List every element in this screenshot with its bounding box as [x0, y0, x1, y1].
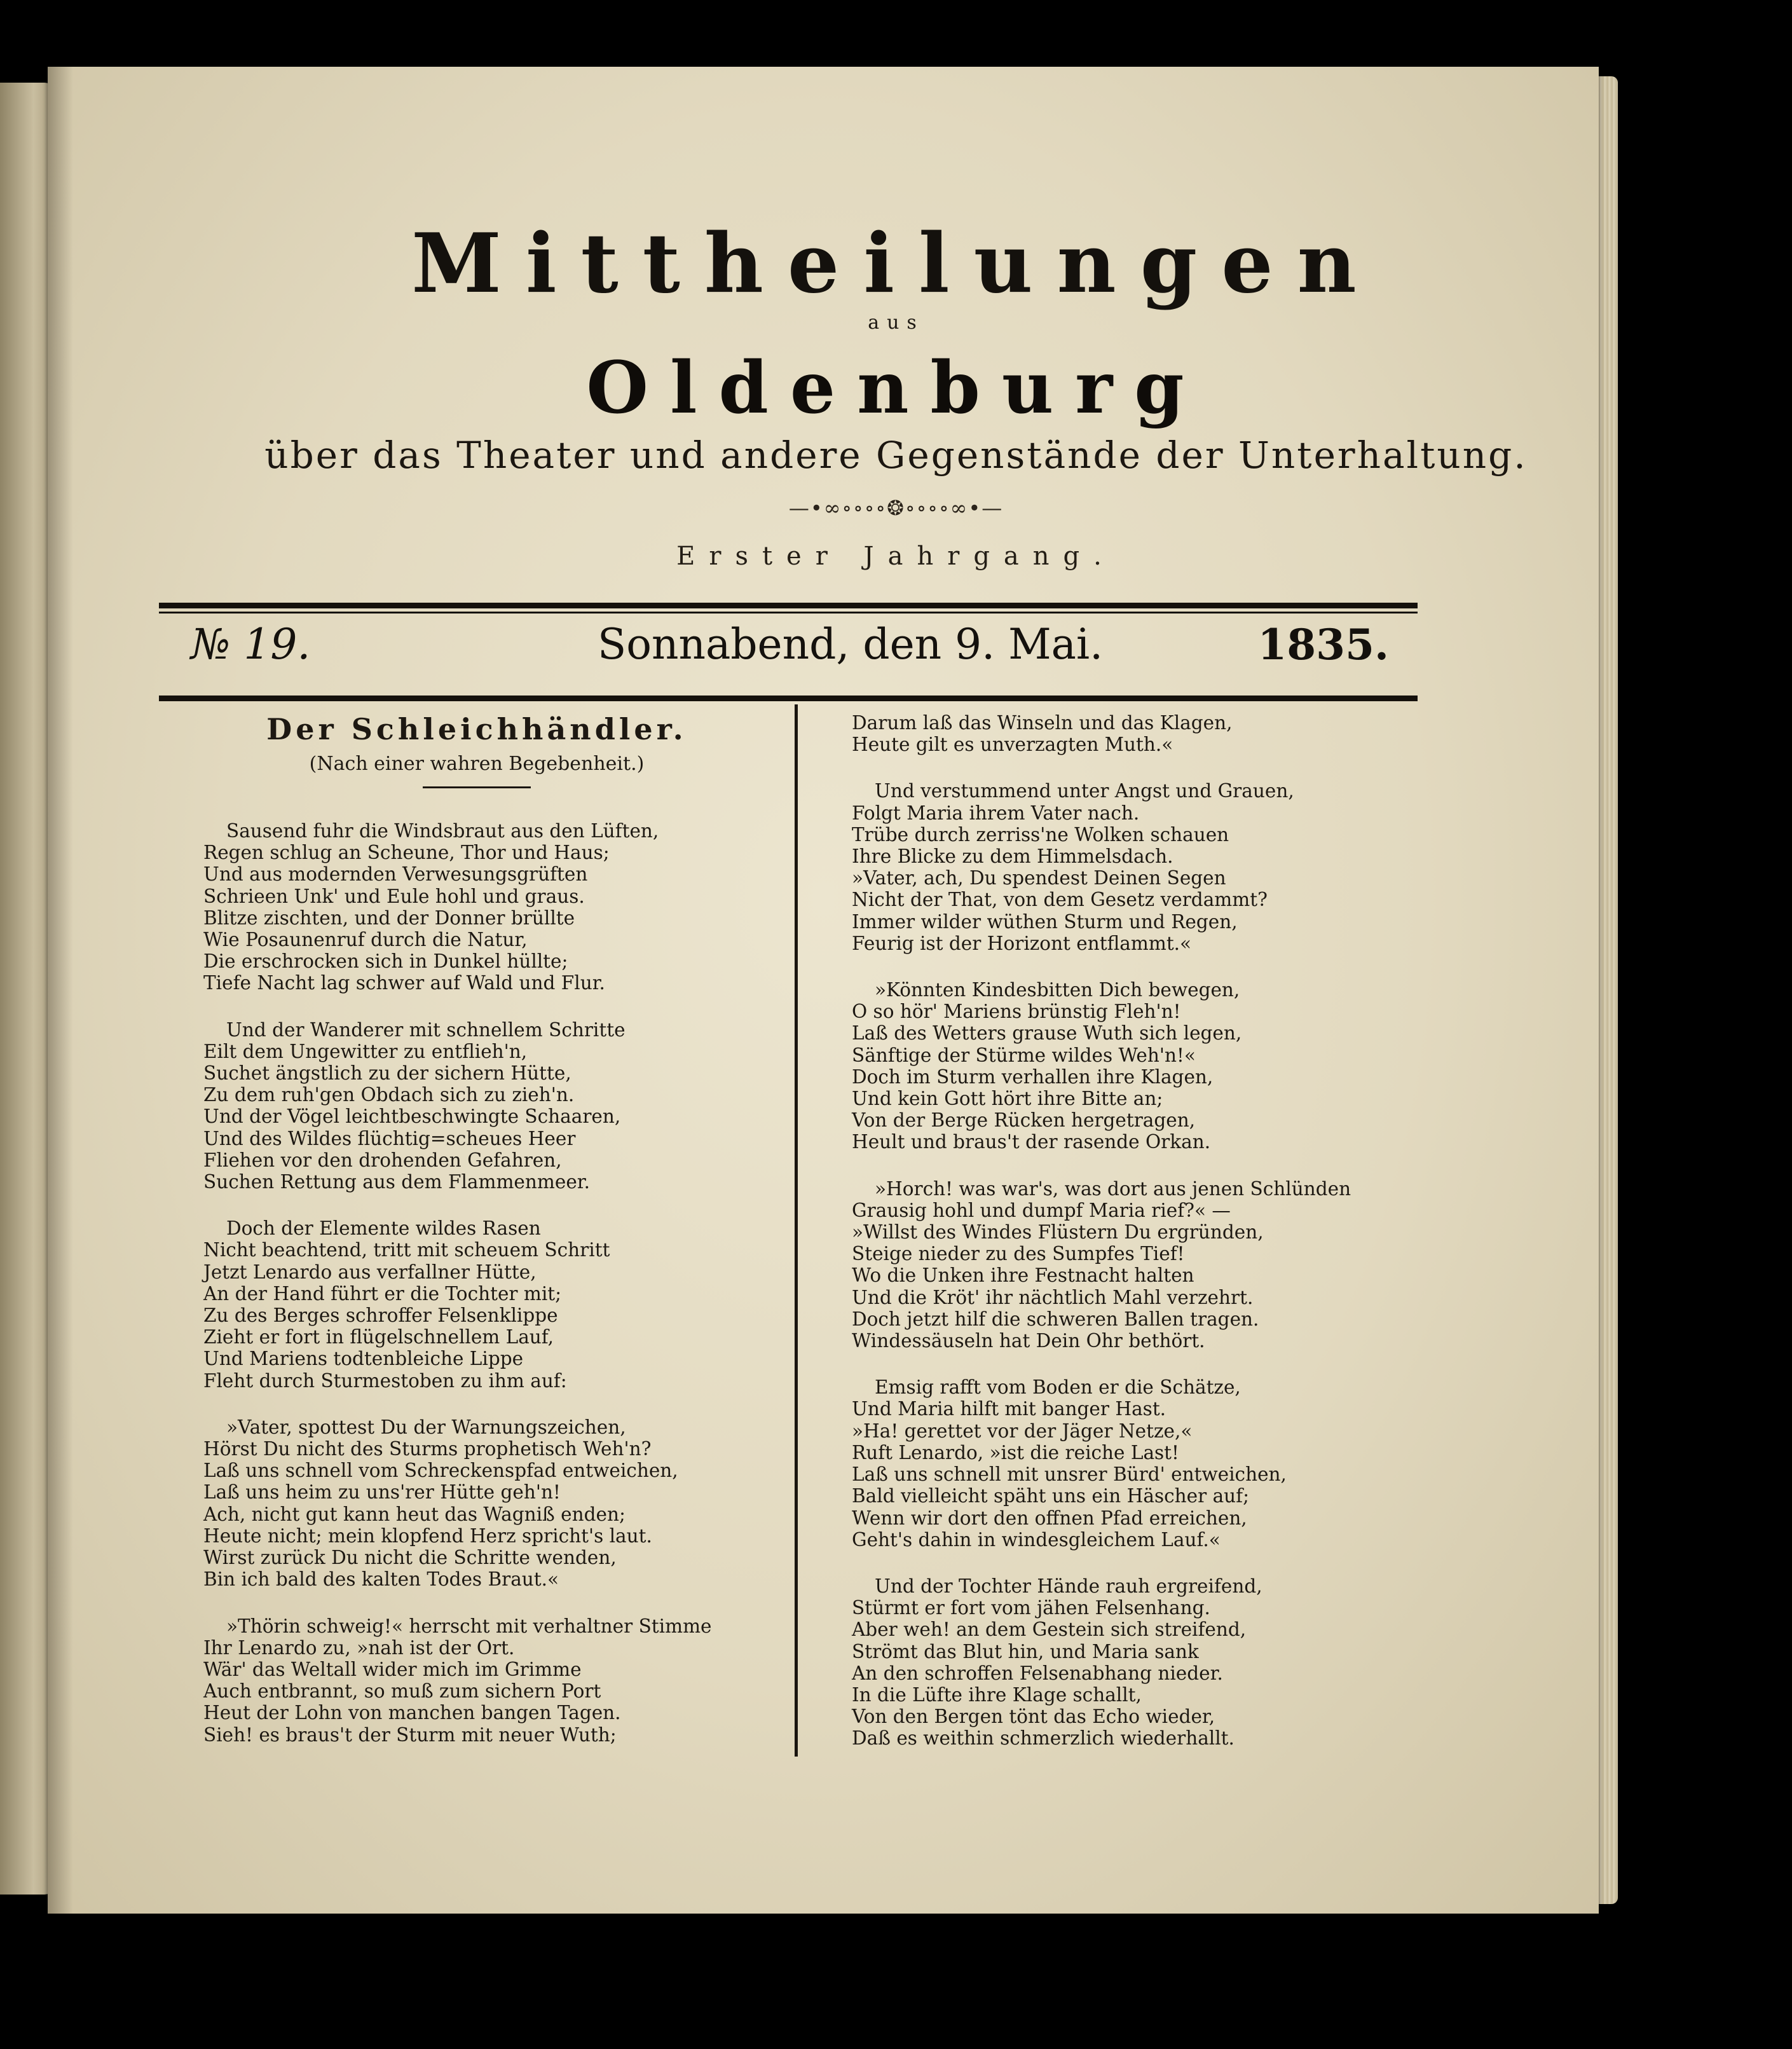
- poem-line: Blitze zischten, und der Donner brüllte: [203, 907, 575, 929]
- stanza: [852, 780, 1424, 954]
- poem-line: Geht's dahin in windesgleichem Lauf.«: [852, 1528, 1221, 1551]
- volume-label: Erster Jahrgang.: [676, 542, 1116, 571]
- poem-line: Und der Tochter Hände rauh ergreifend,: [875, 1575, 1262, 1597]
- poem-line: Ihre Blicke zu dem Himmelsdach.: [852, 846, 1173, 868]
- poem-line: Und kein Gott hört ihre Bitte an;: [852, 1088, 1163, 1110]
- poem-line: Daß es weithin schmerzlich wiederhallt.: [852, 1727, 1235, 1750]
- poem-line: Fleht durch Sturmestoben zu ihm auf:: [203, 1369, 567, 1392]
- poem-line: Von der Berge Rücken hergetragen,: [852, 1109, 1196, 1132]
- poem-line: Stürmt er fort vom jähen Felsenhang.: [852, 1597, 1210, 1619]
- poem-line: Bald vielleicht späht uns ein Häscher auf;: [852, 1485, 1250, 1507]
- stanza: [852, 1376, 1424, 1551]
- masthead-connector: aus: [868, 312, 924, 334]
- spine-shadow: [48, 67, 73, 1914]
- poem-line: Heute nicht; mein klopfend Herz spricht's laut.: [203, 1525, 652, 1547]
- poem-line: Wenn wir dort den offnen Pfad erreichen,: [852, 1507, 1247, 1529]
- poem-line: Hörst Du nicht des Sturms prophetisch Weh'n?: [203, 1438, 652, 1460]
- column-divider: [795, 704, 798, 1757]
- poem-line: Zu dem ruh'gen Obdach sich zu zieh'n.: [203, 1084, 575, 1106]
- poem-line: Sieh! es braus't der Sturm mit neuer Wuth;: [203, 1723, 617, 1746]
- poem-line: Trübe durch zerriss'ne Wolken schauen: [852, 823, 1229, 846]
- poem-line: »Vater, spottest Du der Warnungszeichen,: [226, 1416, 626, 1438]
- right-column: [852, 712, 1424, 1774]
- top-rule: [159, 603, 1418, 608]
- poem-line: »Ha! gerettet vor der Jäger Netze,«: [852, 1420, 1193, 1442]
- poem-line: Und die Kröt' ihr nächtlich Mahl verzehrt.: [852, 1286, 1254, 1308]
- poem-line: In die Lüfte ihre Klage schallt,: [852, 1683, 1142, 1706]
- poem-line: Feurig ist der Horizont entflammt.«: [852, 932, 1192, 954]
- masthead-title-line1: Mittheilungen: [411, 216, 1381, 312]
- poem-subtitle: (Nach einer wahren Begebenheit.): [309, 753, 645, 775]
- poem-line: Wo die Unken ihre Festnacht halten: [852, 1264, 1194, 1287]
- poem-line: Suchet ängstlich zu der sichern Hütte,: [203, 1062, 571, 1085]
- poem-line: Und Maria hilft mit banger Hast.: [852, 1398, 1166, 1420]
- poem-line: Steige nieder zu des Sumpfes Tief!: [852, 1243, 1185, 1265]
- left-stanzas: [203, 820, 763, 1746]
- poem-line: Schrieen Unk' und Eule hohl und graus.: [203, 885, 585, 907]
- issue-year: 1835.: [1257, 620, 1389, 669]
- issue-date: Sonnabend, den 9. Mai.: [598, 620, 1104, 669]
- poem-line: Auch entbrannt, so muß zum sichern Port: [203, 1680, 601, 1703]
- poem-line: Suchen Rettung aus dem Flammenmeer.: [203, 1171, 591, 1193]
- poem-line: O so hör' Mariens brünstig Fleh'n!: [852, 1001, 1181, 1023]
- poem-line: Heut der Lohn von manchen bangen Tagen.: [203, 1702, 621, 1724]
- poem-line: Eilt dem Ungewitter zu entflieh'n,: [203, 1040, 528, 1062]
- poem-line: Und verstummend unter Angst und Grauen,: [875, 780, 1294, 802]
- poem-line: Jetzt Lenardo aus verfallner Hütte,: [203, 1261, 537, 1283]
- poem-line: An der Hand führt er die Tochter mit;: [203, 1282, 562, 1305]
- poem-line: Und des Wildes flüchtig=scheues Heer: [203, 1127, 576, 1149]
- poem-line: Doch jetzt hilf die schweren Ballen tragen.: [852, 1308, 1259, 1330]
- poem-line: Windessäuseln hat Dein Ohr bethört.: [852, 1330, 1205, 1352]
- poem-line: Regen schlug an Scheune, Thor und Haus;: [203, 842, 610, 864]
- right-stanzas: [852, 712, 1424, 1750]
- left-column: [203, 712, 763, 1771]
- poem-line: Laß des Wetters grause Wuth sich legen,: [852, 1022, 1242, 1045]
- stanza: [852, 979, 1424, 1153]
- poem-line: Heult und braus't der rasende Orkan.: [852, 1131, 1211, 1153]
- poem-title: Der Schleichhändler.: [266, 712, 687, 746]
- poem-line: Zu des Berges schroffer Felsenklippe: [203, 1305, 558, 1327]
- poem-line: Von den Bergen tönt das Echo wieder,: [852, 1706, 1215, 1728]
- top-rule-thin: [159, 612, 1418, 613]
- dateline: [159, 620, 1418, 690]
- poem-line: Folgt Maria ihrem Vater nach.: [852, 802, 1140, 824]
- stanza: [852, 1178, 1424, 1352]
- poem-line: Strömt das Blut hin, und Maria sank: [852, 1640, 1199, 1662]
- poem-line: Zieht er fort in flügelschnellem Lauf,: [203, 1326, 554, 1348]
- poem-line: Nicht beachtend, tritt mit scheuem Schritt: [203, 1239, 610, 1261]
- poem-line: »Thörin schweig!« herrscht mit verhaltner Stimme: [226, 1615, 712, 1637]
- masthead-title-line2: Oldenburg: [586, 346, 1206, 430]
- poem-line: Doch der Elemente wildes Rasen: [226, 1217, 541, 1240]
- poem-line: Und Mariens todtenbleiche Lippe: [203, 1348, 524, 1370]
- poem-line: Die erschrocken sich in Dunkel hüllte;: [203, 950, 568, 973]
- issue-number: № 19.: [191, 620, 311, 669]
- poem-line: Und der Wanderer mit schnellem Schritte: [226, 1018, 626, 1041]
- stanza: [852, 1575, 1424, 1750]
- poem-line: Heute gilt es unverzagten Muth.«: [852, 734, 1173, 756]
- poem-line: Ihr Lenardo zu, »nah ist der Ort.: [203, 1636, 515, 1659]
- poem-line: Nicht der That, von dem Gesetz verdammt?: [852, 889, 1268, 911]
- poem-line: Ruft Lenardo, »ist die reiche Last!: [852, 1441, 1179, 1463]
- poem-line: Tiefe Nacht lag schwer auf Wald und Flur.: [203, 972, 605, 994]
- poem-line: »Willst des Windes Flüstern Du ergründen,: [852, 1221, 1264, 1244]
- poem-line: Bin ich bald des kalten Todes Braut.«: [203, 1568, 559, 1591]
- poem-line: Wär' das Weltall wider mich im Grimme: [203, 1658, 582, 1680]
- stanza: [203, 1615, 763, 1746]
- poem-line: Sänftige der Stürme wildes Weh'n!«: [852, 1044, 1196, 1066]
- poem-line: An den schroffen Felsenabhang nieder.: [852, 1662, 1223, 1684]
- stanza: [852, 712, 1424, 755]
- poem-line: Ach, nicht gut kann heut das Wagniß enden;: [203, 1503, 626, 1525]
- stanza: [203, 1019, 763, 1193]
- title-rule: [423, 786, 531, 788]
- poem-line: Sausend fuhr die Windsbraut aus den Lüften,: [226, 820, 659, 842]
- poem-line: Grausig hohl und dumpf Maria rief?« —: [852, 1199, 1231, 1221]
- poem-line: Wie Posaunenruf durch die Natur,: [203, 929, 528, 951]
- poem-line: Emsig rafft vom Boden er die Schätze,: [875, 1376, 1241, 1399]
- poem-line: Und aus modernden Verwesungsgrüften: [203, 863, 588, 886]
- poem-line: Darum laß das Winseln und das Klagen,: [852, 712, 1233, 734]
- ornament-divider: —•∞∘∘∘∘❂∘∘∘∘∞•—: [788, 496, 1004, 520]
- poem-line: Laß uns schnell mit unsrer Bürd' entweichen,: [852, 1463, 1287, 1486]
- poem-line: Immer wilder wüthen Sturm und Regen,: [852, 910, 1238, 933]
- poem-line: Wirst zurück Du nicht die Schritte wenden,: [203, 1547, 617, 1569]
- poem-line: Aber weh! an dem Gestein sich streifend,: [852, 1619, 1247, 1641]
- poem-line: Laß uns heim zu uns'rer Hütte geh'n!: [203, 1481, 561, 1504]
- poem-line: »Vater, ach, Du spendest Deinen Segen: [852, 867, 1226, 889]
- poem-line: »Könnten Kindesbitten Dich bewegen,: [875, 979, 1240, 1001]
- stanza: [203, 1217, 763, 1392]
- bottom-rule: [159, 696, 1418, 701]
- poem-line: Laß uns schnell vom Schreckenspfad entweichen,: [203, 1460, 678, 1482]
- poem-line: »Horch! was war's, was dort aus jenen Schlünden: [875, 1177, 1351, 1200]
- stanza: [203, 820, 763, 994]
- poem-line: Fliehen vor den drohenden Gefahren,: [203, 1149, 562, 1171]
- masthead-subtitle: über das Theater und andere Gegenstände der Unterhaltung.: [264, 434, 1528, 477]
- stanza: [203, 1416, 763, 1591]
- poem-line: Und der Vögel leichtbeschwingte Schaaren,: [203, 1106, 621, 1128]
- poem-line: Doch im Sturm verhallen ihre Klagen,: [852, 1066, 1214, 1088]
